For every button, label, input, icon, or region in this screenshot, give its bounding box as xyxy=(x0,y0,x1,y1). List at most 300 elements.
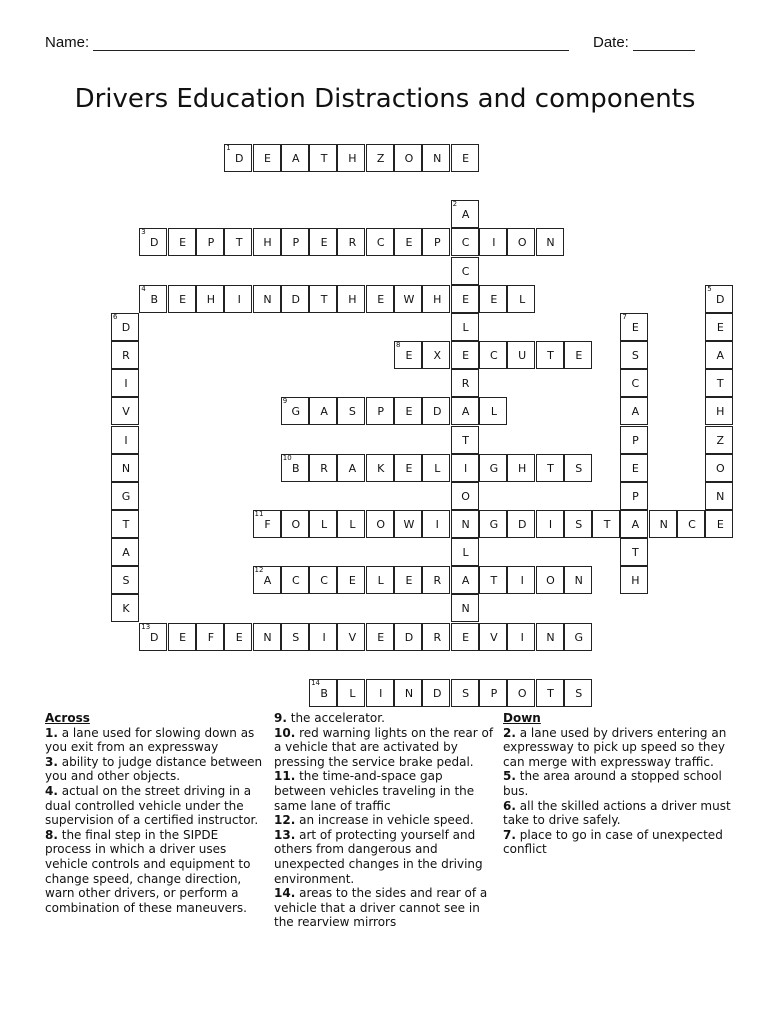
cell-letter: E xyxy=(405,461,413,475)
cell-letter: B xyxy=(150,292,159,306)
grid-cell[interactable] xyxy=(366,285,394,313)
grid-cell[interactable] xyxy=(281,510,309,538)
grid-cell[interactable] xyxy=(366,679,394,707)
grid-cell[interactable] xyxy=(620,454,648,482)
clue-text: the final step in the SIPDE process in which a driver uses vehicle controls and equipment to change speed, change direction, warn other drivers, or perform a combination of these maneuvers. xyxy=(45,827,251,915)
cell-letter: D xyxy=(433,405,442,419)
cell-letter: A xyxy=(263,574,272,588)
clue-item xyxy=(274,726,496,770)
cell-letter: N xyxy=(659,517,668,531)
cell-letter: P xyxy=(377,405,384,419)
grid-cell[interactable] xyxy=(564,510,592,538)
clue-text: the area around a stopped school bus. xyxy=(503,769,722,798)
grid-cell[interactable] xyxy=(224,228,252,256)
grid-cell[interactable] xyxy=(253,566,281,594)
cell-letter: H xyxy=(433,292,442,306)
grid-cell[interactable] xyxy=(451,679,479,707)
cell-letter: E xyxy=(575,349,583,363)
clue-num: 7. xyxy=(503,827,516,842)
grid-cell[interactable] xyxy=(111,369,139,397)
grid-cell[interactable] xyxy=(366,397,394,425)
grid-cell[interactable] xyxy=(705,426,733,454)
cell-letter: W xyxy=(403,292,415,306)
cell-letter: A xyxy=(461,405,470,419)
cell-letter: N xyxy=(121,461,131,475)
grid-cell[interactable] xyxy=(479,285,507,313)
grid-cell[interactable] xyxy=(705,369,733,397)
cell-letter: A xyxy=(461,208,470,222)
grid-cell[interactable] xyxy=(309,454,337,482)
cell-letter: P xyxy=(433,236,441,250)
grid-cell[interactable] xyxy=(281,397,309,425)
grid-cell[interactable] xyxy=(224,144,252,172)
grid-cell[interactable] xyxy=(507,623,535,651)
grid-cell[interactable] xyxy=(451,538,479,566)
grid-cell[interactable] xyxy=(281,623,309,651)
cell-letter: T xyxy=(235,236,243,250)
clue-column-1 xyxy=(45,711,267,915)
grid-cell[interactable] xyxy=(507,679,535,707)
clue-number: 11 xyxy=(254,509,264,518)
name-label: Name: xyxy=(45,34,90,51)
cell-letter: B xyxy=(320,686,328,700)
grid-cell[interactable] xyxy=(139,228,167,256)
grid-cell[interactable] xyxy=(705,341,733,369)
grid-cell[interactable] xyxy=(111,341,139,369)
grid-cell[interactable] xyxy=(451,397,479,425)
down-clues xyxy=(503,726,731,857)
cell-letter: F xyxy=(207,630,215,644)
clue-text: place to go in case of unexpected conflict xyxy=(503,827,723,857)
grid-cell[interactable] xyxy=(564,341,592,369)
grid-cell[interactable] xyxy=(281,285,309,313)
grid-cell[interactable] xyxy=(422,510,450,538)
grid-cell[interactable] xyxy=(281,228,309,256)
grid-cell[interactable] xyxy=(394,285,422,313)
grid-cell[interactable] xyxy=(451,228,479,256)
grid-cell[interactable] xyxy=(394,566,422,594)
cell-letter: I xyxy=(379,686,383,700)
grid-cell[interactable] xyxy=(705,482,733,510)
cell-letter: H xyxy=(263,236,272,250)
clue-num: 13. xyxy=(274,827,296,842)
cell-letter: I xyxy=(124,433,128,447)
cell-letter: P xyxy=(292,236,300,250)
grid-cell[interactable] xyxy=(394,228,422,256)
cell-letter: V xyxy=(348,630,357,644)
grid-cell[interactable] xyxy=(422,144,450,172)
grid-cell[interactable] xyxy=(507,341,535,369)
grid-cell[interactable] xyxy=(620,482,648,510)
grid-cell[interactable] xyxy=(451,510,479,538)
cell-letter: D xyxy=(433,686,442,700)
grid-cell[interactable] xyxy=(451,144,479,172)
grid-cell[interactable] xyxy=(422,454,450,482)
grid-cell[interactable] xyxy=(309,228,337,256)
clue-num: 2. xyxy=(503,725,516,740)
cell-letter: L xyxy=(349,686,356,700)
grid-cell[interactable] xyxy=(253,510,281,538)
grid-cell[interactable] xyxy=(536,228,564,256)
cell-letter: P xyxy=(490,686,498,700)
grid-cell[interactable] xyxy=(253,623,281,651)
grid-cell[interactable] xyxy=(564,454,592,482)
grid-cell[interactable] xyxy=(620,538,648,566)
cell-letter: L xyxy=(519,292,526,306)
clue-num: 11. xyxy=(274,769,296,784)
cell-letter: D xyxy=(150,236,159,250)
grid-cell[interactable] xyxy=(281,566,309,594)
grid-cell[interactable] xyxy=(507,454,535,482)
cell-letter: I xyxy=(548,517,553,531)
cell-letter: E xyxy=(462,152,470,165)
grid-cell[interactable] xyxy=(224,285,252,313)
cell-letter: L xyxy=(462,546,469,560)
grid-cell[interactable] xyxy=(168,285,196,313)
cell-letter: L xyxy=(321,517,328,531)
grid-cell[interactable] xyxy=(394,341,422,369)
cell-letter: C xyxy=(320,574,328,588)
cell-letter: A xyxy=(292,152,300,165)
cell-letter: F xyxy=(264,517,271,531)
grid-cell[interactable] xyxy=(111,454,139,482)
cell-letter: E xyxy=(490,292,498,306)
grid-cell[interactable] xyxy=(224,623,252,651)
cell-letter: L xyxy=(434,461,441,475)
clue-number: 10 xyxy=(282,453,292,462)
cell-letter: D xyxy=(716,292,725,306)
clue-num: 1. xyxy=(45,725,58,740)
cell-letter: E xyxy=(377,630,385,644)
grid-cell[interactable] xyxy=(337,397,365,425)
grid-cell[interactable] xyxy=(139,285,167,313)
grid-cell[interactable] xyxy=(479,566,507,594)
clue-text: art of protecting yourself and others from dangerous and unexpected changes in the driving environment. xyxy=(274,827,483,886)
cell-letter: I xyxy=(322,630,326,644)
clue-num: 14. xyxy=(274,886,296,901)
cell-letter: V xyxy=(490,630,498,644)
grid-cell[interactable] xyxy=(451,566,479,594)
grid-cell[interactable] xyxy=(139,623,167,651)
cell-letter: I xyxy=(492,236,496,250)
cell-letter: E xyxy=(405,349,413,363)
cell-letter: S xyxy=(122,574,130,588)
grid-cell[interactable] xyxy=(620,341,648,369)
grid-cell[interactable] xyxy=(111,482,139,510)
clue-item xyxy=(45,784,267,828)
grid-cell[interactable] xyxy=(536,623,564,651)
grid-cell[interactable] xyxy=(394,623,422,651)
grid-cell[interactable] xyxy=(507,510,535,538)
cell-letter: O xyxy=(376,517,386,531)
cell-letter: G xyxy=(291,405,301,419)
grid-cell[interactable] xyxy=(337,566,365,594)
cell-letter: T xyxy=(547,686,554,700)
grid-cell[interactable] xyxy=(422,566,450,594)
cell-letter: R xyxy=(461,377,470,391)
grid-cell[interactable] xyxy=(620,566,648,594)
cell-letter: I xyxy=(435,517,439,531)
cell-letter: C xyxy=(688,517,696,531)
clue-num: 9. xyxy=(274,711,287,725)
grid-cell[interactable] xyxy=(479,341,507,369)
grid-cell[interactable] xyxy=(705,454,733,482)
cell-letter: E xyxy=(320,236,328,250)
cell-letter: C xyxy=(376,236,385,250)
cell-letter: R xyxy=(433,630,442,644)
cell-letter: T xyxy=(603,517,611,531)
grid-cell[interactable] xyxy=(309,623,337,651)
grid-cell[interactable] xyxy=(422,679,450,707)
cell-letter: N xyxy=(404,686,414,700)
cell-letter: D xyxy=(404,630,414,644)
grid-cell[interactable] xyxy=(111,594,139,622)
clue-num: 3. xyxy=(45,754,58,769)
grid-cell[interactable] xyxy=(196,623,224,651)
cell-letter: A xyxy=(461,574,470,588)
grid-cell[interactable] xyxy=(394,679,422,707)
cell-letter: E xyxy=(377,292,385,306)
grid-cell[interactable] xyxy=(337,285,365,313)
grid-cell[interactable] xyxy=(366,566,394,594)
grid-cell[interactable] xyxy=(196,285,224,313)
clue-item xyxy=(45,828,267,916)
grid-cell[interactable] xyxy=(564,623,592,651)
clue-number: 3 xyxy=(141,228,146,237)
grid-cell[interactable] xyxy=(394,144,422,172)
grid-cell[interactable] xyxy=(479,228,507,256)
grid-cell[interactable] xyxy=(620,426,648,454)
across-heading: Across xyxy=(45,711,90,725)
grid-cell[interactable] xyxy=(620,510,648,538)
grid-cell[interactable] xyxy=(309,566,337,594)
grid-cell[interactable] xyxy=(111,538,139,566)
cell-letter: L xyxy=(490,405,497,419)
cell-letter: E xyxy=(348,574,356,588)
grid-cell[interactable] xyxy=(422,285,450,313)
clue-number: 2 xyxy=(452,200,458,209)
grid-cell[interactable] xyxy=(536,566,564,594)
grid-cell[interactable] xyxy=(168,623,196,651)
grid-cell[interactable] xyxy=(451,454,479,482)
cell-letter: C xyxy=(461,264,470,278)
clue-text: actual on the street driving in a dual controlled vehicle under the supervision of a certified instructor. xyxy=(45,783,259,828)
cell-letter: H xyxy=(348,152,357,165)
cell-letter: K xyxy=(122,602,130,616)
grid-cell[interactable] xyxy=(337,623,365,651)
grid-cell[interactable] xyxy=(592,510,620,538)
cell-letter: E xyxy=(179,630,187,644)
clue-list xyxy=(45,711,745,971)
grid-cell[interactable] xyxy=(705,285,733,313)
grid-cell[interactable] xyxy=(337,510,365,538)
grid-cell[interactable] xyxy=(479,679,507,707)
grid-cell[interactable] xyxy=(649,510,677,538)
clue-text: an increase in vehicle speed. xyxy=(299,813,474,828)
cell-letter: P xyxy=(632,489,639,503)
clue-num: 8. xyxy=(45,827,58,842)
grid-cell[interactable] xyxy=(366,623,394,651)
grid-cell[interactable] xyxy=(422,228,450,256)
grid-cell[interactable] xyxy=(705,313,733,341)
cell-letter: T xyxy=(320,152,328,165)
grid-cell[interactable] xyxy=(337,228,365,256)
grid-cell[interactable] xyxy=(564,679,592,707)
clue-item xyxy=(503,799,731,828)
clue-num: 10. xyxy=(274,725,296,740)
grid-cell[interactable] xyxy=(536,510,564,538)
cell-letter: O xyxy=(291,517,301,531)
cell-letter: G xyxy=(574,630,584,644)
clue-text: ability to judge distance between you and other objects. xyxy=(45,754,263,784)
cell-letter: N xyxy=(433,152,442,165)
grid-cell[interactable] xyxy=(309,144,337,172)
grid-cell[interactable] xyxy=(196,228,224,256)
grid-cell[interactable] xyxy=(309,397,337,425)
grid-cell[interactable] xyxy=(394,510,422,538)
cell-letter: N xyxy=(546,630,555,644)
clue-num: 5. xyxy=(503,769,516,784)
cell-letter: T xyxy=(632,546,639,560)
cell-letter: D xyxy=(291,292,301,306)
cell-letter: T xyxy=(547,349,554,363)
cell-letter: C xyxy=(490,349,498,363)
cell-letter: E xyxy=(462,630,470,644)
cell-letter: V xyxy=(122,405,130,419)
grid-cell[interactable] xyxy=(705,397,733,425)
cell-letter: O xyxy=(546,574,555,588)
grid-cell[interactable] xyxy=(337,679,365,707)
clue-number: 4 xyxy=(141,284,146,293)
grid-cell[interactable] xyxy=(451,482,479,510)
cell-letter: N xyxy=(716,489,725,503)
grid-cell[interactable] xyxy=(507,285,535,313)
grid-cell[interactable] xyxy=(111,426,139,454)
grid-cell[interactable] xyxy=(281,454,309,482)
grid-cell[interactable] xyxy=(451,369,479,397)
cell-letter: S xyxy=(348,405,356,419)
grid-cell[interactable] xyxy=(536,679,564,707)
grid-cell[interactable] xyxy=(281,144,309,172)
grid-cell[interactable] xyxy=(366,510,394,538)
grid-cell[interactable] xyxy=(620,397,648,425)
grid-cell[interactable] xyxy=(422,623,450,651)
grid-cell[interactable] xyxy=(337,454,365,482)
cell-letter: A xyxy=(320,405,328,419)
clue-number: 9 xyxy=(282,397,288,406)
grid-cell[interactable] xyxy=(451,285,479,313)
grid-cell[interactable] xyxy=(536,341,564,369)
grid-cell[interactable] xyxy=(705,510,733,538)
cell-letter: A xyxy=(716,349,725,363)
cell-letter: R xyxy=(348,236,357,250)
grid-cell[interactable] xyxy=(451,313,479,341)
grid-cell[interactable] xyxy=(479,623,507,651)
grid-cell[interactable] xyxy=(111,313,139,341)
grid-cell[interactable] xyxy=(479,454,507,482)
grid-cell[interactable] xyxy=(451,200,479,228)
cell-letter: H xyxy=(518,461,527,475)
grid-cell[interactable] xyxy=(677,510,705,538)
cell-letter: E xyxy=(631,320,639,334)
cell-letter: R xyxy=(320,461,328,475)
cell-letter: I xyxy=(237,292,241,306)
grid-cell[interactable] xyxy=(111,397,139,425)
cell-letter: N xyxy=(263,630,272,644)
cell-letter: N xyxy=(574,574,583,588)
grid-cell[interactable] xyxy=(394,454,422,482)
grid-cell[interactable] xyxy=(507,228,535,256)
grid-cell[interactable] xyxy=(253,285,281,313)
cell-letter: I xyxy=(520,630,524,644)
grid-cell[interactable] xyxy=(309,285,337,313)
cell-letter: T xyxy=(462,433,469,447)
grid-cell[interactable] xyxy=(507,566,535,594)
clue-number: 6 xyxy=(113,312,118,321)
cell-letter: E xyxy=(179,236,187,250)
clue-item xyxy=(274,886,496,930)
cell-letter: A xyxy=(631,405,640,419)
cell-letter: S xyxy=(292,630,300,644)
grid-cell[interactable] xyxy=(309,510,337,538)
grid-cell[interactable] xyxy=(451,257,479,285)
grid-cell[interactable] xyxy=(309,679,337,707)
grid-cell[interactable] xyxy=(111,566,139,594)
grid-cell[interactable] xyxy=(620,369,648,397)
grid-cell[interactable] xyxy=(564,566,592,594)
grid-cell[interactable] xyxy=(422,341,450,369)
cell-letter: I xyxy=(463,461,468,475)
page-title: Drivers Education Distractions and components xyxy=(74,84,696,114)
clue-number: 13 xyxy=(141,622,151,631)
clue-item xyxy=(503,769,731,798)
grid-cell[interactable] xyxy=(479,397,507,425)
grid-cell[interactable] xyxy=(337,144,365,172)
cell-letter: A xyxy=(631,517,640,531)
grid-cell[interactable] xyxy=(253,228,281,256)
clue-num: 6. xyxy=(503,798,516,813)
clue-text: areas to the sides and rear of a vehicle that a driver cannot see in the rearview mirrors xyxy=(274,886,488,930)
grid-cell[interactable] xyxy=(168,228,196,256)
clue-item xyxy=(503,726,731,770)
grid-cell[interactable] xyxy=(620,313,648,341)
cell-letter: H xyxy=(206,292,216,306)
grid-cell[interactable] xyxy=(451,623,479,651)
cell-letter: S xyxy=(575,461,583,475)
cell-letter: O xyxy=(461,489,470,503)
cell-letter: W xyxy=(403,517,415,531)
grid-cell[interactable] xyxy=(366,144,394,172)
clue-number: 12 xyxy=(254,566,264,575)
grid-cell[interactable] xyxy=(479,510,507,538)
grid-cell[interactable] xyxy=(451,426,479,454)
clue-text: the accelerator. xyxy=(290,711,385,725)
grid-cell[interactable] xyxy=(394,397,422,425)
cell-letter: S xyxy=(575,517,583,531)
clue-item xyxy=(274,711,496,726)
grid-cell[interactable] xyxy=(253,144,281,172)
cell-letter: B xyxy=(292,461,300,475)
grid-cell[interactable] xyxy=(366,454,394,482)
grid-cell[interactable] xyxy=(111,510,139,538)
grid-cell[interactable] xyxy=(366,228,394,256)
cell-letter: I xyxy=(520,574,524,588)
cell-letter: S xyxy=(575,686,583,700)
grid-cell[interactable] xyxy=(536,454,564,482)
grid-cell[interactable] xyxy=(451,594,479,622)
grid-cell[interactable] xyxy=(422,397,450,425)
grid-cell[interactable] xyxy=(451,341,479,369)
